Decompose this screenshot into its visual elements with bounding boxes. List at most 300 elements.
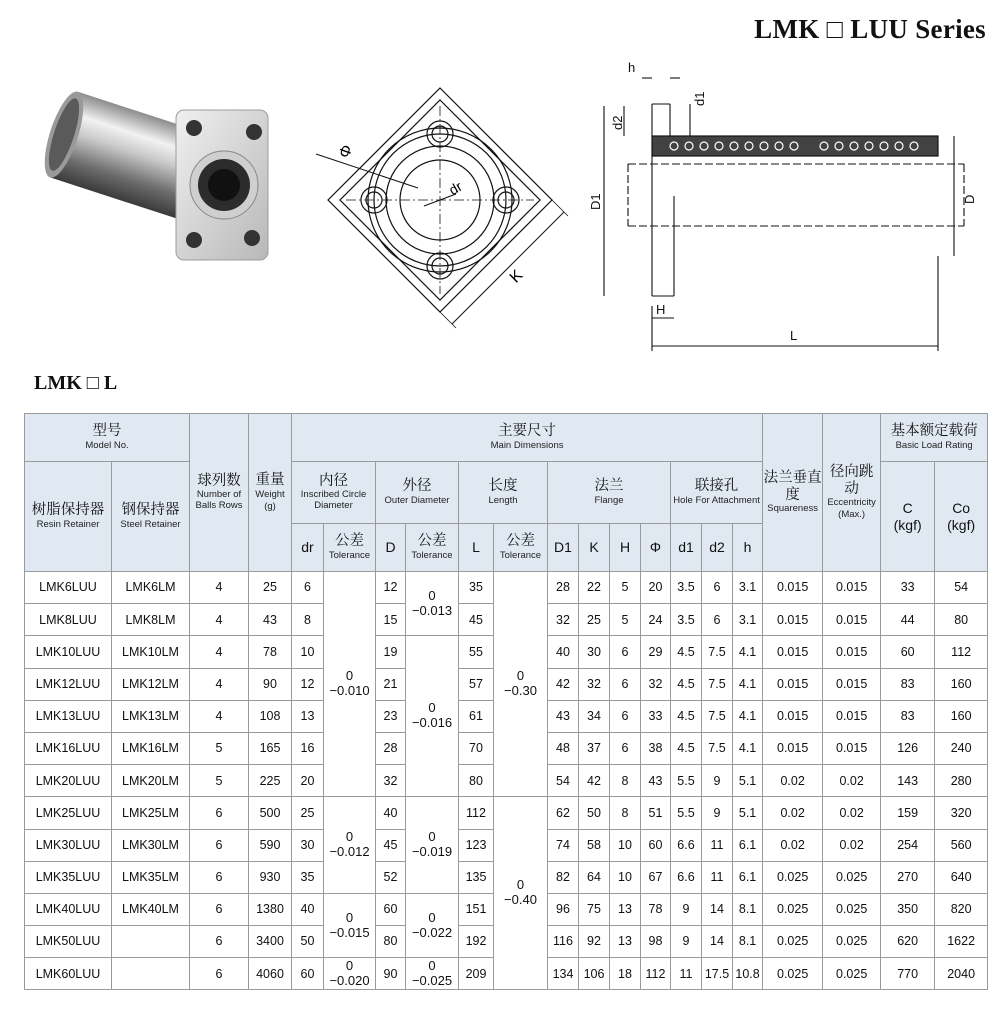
cell-L: 151 (459, 893, 494, 925)
cell-squareness: 0.02 (763, 829, 823, 861)
header-resin-retainer: 树脂保持器 Resin Retainer (25, 462, 112, 572)
cell-ball-rows: 6 (190, 958, 249, 990)
cell-D: 19 (376, 636, 406, 668)
inner-tolerance-lower: −0.020 (329, 972, 370, 988)
cell-K: 92 (579, 926, 610, 958)
header-K: K (579, 524, 610, 572)
inner-tolerance (324, 572, 376, 797)
front-view-drawing (306, 66, 574, 356)
header-steel-retainer: 钢保持器 Steel Retainer (112, 462, 190, 572)
cell-dr: 30 (292, 829, 324, 861)
cell-K: 30 (579, 636, 610, 668)
cell-phi: 51 (641, 797, 671, 829)
cell-L: 57 (459, 668, 494, 700)
cell-dr: 16 (292, 732, 324, 764)
cell-D: 40 (376, 797, 406, 829)
inner-tolerance-lower: −0.010 (329, 683, 370, 699)
cell-K: 50 (579, 797, 610, 829)
cell-h: 6.1 (733, 861, 763, 893)
cell-eccentricity: 0.02 (823, 797, 881, 829)
cell-resin-model: LMK25LUU (25, 797, 112, 829)
cell-D1: 40 (548, 636, 579, 668)
cell-d1: 4.5 (671, 732, 702, 764)
d2-label: d2 (610, 115, 625, 130)
cell-weight: 1380 (249, 893, 292, 925)
cell-C: 350 (881, 893, 935, 925)
cell-d1: 5.5 (671, 765, 702, 797)
cell-K: 37 (579, 732, 610, 764)
cell-L: 123 (459, 829, 494, 861)
cell-K: 58 (579, 829, 610, 861)
cell-steel-model: LMK35LM (112, 861, 190, 893)
cell-weight: 43 (249, 604, 292, 636)
inner-tolerance-upper: 0 (345, 957, 354, 973)
header-eccentricity: 径向跳动 Eccentricity (Max.) (823, 414, 881, 572)
cell-steel-model: LMK30LM (112, 829, 190, 861)
cell-d2: 7.5 (702, 636, 733, 668)
cell-Co: 80 (935, 604, 988, 636)
cell-D1: 134 (548, 958, 579, 990)
product-photo (36, 70, 282, 280)
cell-D1: 74 (548, 829, 579, 861)
cell-ball-rows: 4 (190, 700, 249, 732)
cell-phi: 20 (641, 572, 671, 604)
cell-steel-model (112, 926, 190, 958)
cell-dr: 8 (292, 604, 324, 636)
cell-D1: 42 (548, 668, 579, 700)
cell-D1: 116 (548, 926, 579, 958)
header-weight: 重量 Weight (g) (249, 414, 292, 572)
header-d1: d1 (671, 524, 702, 572)
cell-h: 4.1 (733, 668, 763, 700)
cell-ball-rows: 6 (190, 861, 249, 893)
outer-tolerance-upper: 0 (428, 957, 436, 973)
outer-tolerance-upper: 0 (428, 700, 436, 716)
cell-D: 52 (376, 861, 406, 893)
cell-ball-rows: 6 (190, 893, 249, 925)
inner-tolerance-upper: 0 (345, 909, 354, 925)
cell-D1: 54 (548, 765, 579, 797)
table-row (25, 797, 988, 829)
cell-ball-rows: 6 (190, 797, 249, 829)
cell-D: 90 (376, 958, 406, 990)
cell-squareness: 0.025 (763, 893, 823, 925)
cell-K: 32 (579, 668, 610, 700)
cell-resin-model: LMK50LUU (25, 926, 112, 958)
header-balls: 球列数 Number of Balls Rows (190, 414, 249, 572)
header-inner-diameter: 内径 Inscribed Circle Diameter (292, 462, 376, 524)
cell-ball-rows: 5 (190, 732, 249, 764)
cell-phi: 67 (641, 861, 671, 893)
cell-eccentricity: 0.015 (823, 572, 881, 604)
cell-steel-model: LMK25LM (112, 797, 190, 829)
cell-C: 60 (881, 636, 935, 668)
cell-phi: 98 (641, 926, 671, 958)
cell-D: 80 (376, 926, 406, 958)
cell-steel-model: LMK20LM (112, 765, 190, 797)
header-load-rating: 基本额定载荷 Basic Load Rating (881, 414, 988, 462)
table-row (25, 572, 988, 604)
cell-D1: 28 (548, 572, 579, 604)
header-model: 型号 Model No. (25, 414, 190, 462)
cell-C: 143 (881, 765, 935, 797)
header-H: H (610, 524, 641, 572)
cell-d1: 4.5 (671, 668, 702, 700)
dr-label: dr (446, 177, 465, 199)
cell-eccentricity: 0.025 (823, 861, 881, 893)
cell-eccentricity: 0.025 (823, 893, 881, 925)
cell-h: 3.1 (733, 572, 763, 604)
inner-tolerance-lower: −0.015 (329, 924, 370, 940)
cell-d1: 4.5 (671, 700, 702, 732)
cell-H: 18 (610, 958, 641, 990)
cell-L: 35 (459, 572, 494, 604)
cell-weight: 25 (249, 572, 292, 604)
cell-D1: 32 (548, 604, 579, 636)
cell-resin-model: LMK8LUU (25, 604, 112, 636)
cell-steel-model: LMK12LM (112, 668, 190, 700)
cell-resin-model: LMK10LUU (25, 636, 112, 668)
header-squareness: 法兰垂直度 Squareness (763, 414, 823, 572)
cell-H: 8 (610, 797, 641, 829)
cell-squareness: 0.02 (763, 765, 823, 797)
cell-dr: 50 (292, 926, 324, 958)
header-outer-diameter: 外径 Outer Diameter (376, 462, 459, 524)
cell-phi: 112 (641, 958, 671, 990)
cell-C: 620 (881, 926, 935, 958)
cell-K: 22 (579, 572, 610, 604)
spec-table-body (25, 572, 988, 990)
cell-dr: 20 (292, 765, 324, 797)
header-dr: dr (292, 524, 324, 572)
cell-ball-rows: 4 (190, 604, 249, 636)
cell-weight: 108 (249, 700, 292, 732)
cell-D: 12 (376, 572, 406, 604)
cell-H: 6 (610, 668, 641, 700)
cell-h: 4.1 (733, 700, 763, 732)
cell-dr: 6 (292, 572, 324, 604)
cell-weight: 90 (249, 668, 292, 700)
cell-steel-model: LMK13LM (112, 700, 190, 732)
cell-phi: 38 (641, 732, 671, 764)
cell-squareness: 0.02 (763, 797, 823, 829)
cell-D1: 43 (548, 700, 579, 732)
cell-C: 159 (881, 797, 935, 829)
cell-squareness: 0.025 (763, 861, 823, 893)
cell-C: 33 (881, 572, 935, 604)
cell-weight: 4060 (249, 958, 292, 990)
cell-d2: 7.5 (702, 732, 733, 764)
cell-L: 80 (459, 765, 494, 797)
cell-d1: 9 (671, 926, 702, 958)
cell-steel-model: LMK8LM (112, 604, 190, 636)
cell-H: 13 (610, 926, 641, 958)
phi-label: Φ (336, 142, 357, 161)
D1-label: D1 (588, 193, 603, 210)
cell-d2: 11 (702, 861, 733, 893)
cell-d1: 3.5 (671, 604, 702, 636)
series-title: LMK □ LUU Series (754, 14, 986, 44)
cell-Co: 54 (935, 572, 988, 604)
length-tolerance-upper: 0 (516, 877, 525, 893)
cell-d1: 4.5 (671, 636, 702, 668)
cell-L: 209 (459, 958, 494, 990)
cell-squareness: 0.025 (763, 958, 823, 990)
spec-table (24, 413, 988, 990)
h-small-label: h (628, 60, 636, 75)
cell-Co: 160 (935, 668, 988, 700)
cell-phi: 43 (641, 765, 671, 797)
header-attachment-hole: 联接孔 Hole For Attachment (671, 462, 763, 524)
cell-H: 10 (610, 829, 641, 861)
length-tolerance-upper: 0 (516, 668, 525, 684)
cell-dr: 35 (292, 861, 324, 893)
outer-tolerance-lower: −0.016 (411, 715, 453, 731)
header-d2: d2 (702, 524, 733, 572)
cell-squareness: 0.025 (763, 926, 823, 958)
cell-steel-model: LMK16LM (112, 732, 190, 764)
cell-weight: 78 (249, 636, 292, 668)
cell-eccentricity: 0.015 (823, 700, 881, 732)
cell-eccentricity: 0.025 (823, 926, 881, 958)
header-length: 长度 Length (459, 462, 548, 524)
header-D1: D1 (548, 524, 579, 572)
cell-weight: 500 (249, 797, 292, 829)
cell-eccentricity: 0.015 (823, 604, 881, 636)
inner-tolerance-lower: −0.012 (329, 844, 370, 860)
outer-tolerance (406, 893, 459, 957)
cell-h: 5.1 (733, 797, 763, 829)
cell-h: 4.1 (733, 636, 763, 668)
cell-D1: 62 (548, 797, 579, 829)
length-tolerance-lower: −0.40 (504, 892, 537, 908)
inner-tolerance (324, 893, 376, 957)
header-h: h (733, 524, 763, 572)
cell-D1: 82 (548, 861, 579, 893)
length-tolerance-lower: −0.30 (504, 683, 537, 699)
cell-resin-model: LMK40LUU (25, 893, 112, 925)
cell-d2: 14 (702, 926, 733, 958)
cell-K: 42 (579, 765, 610, 797)
cell-d1: 6.6 (671, 829, 702, 861)
cell-h: 3.1 (733, 604, 763, 636)
cell-weight: 3400 (249, 926, 292, 958)
cell-eccentricity: 0.025 (823, 958, 881, 990)
cell-phi: 29 (641, 636, 671, 668)
cell-d2: 9 (702, 797, 733, 829)
cell-resin-model: LMK13LUU (25, 700, 112, 732)
cell-phi: 60 (641, 829, 671, 861)
cell-D: 28 (376, 732, 406, 764)
cell-weight: 165 (249, 732, 292, 764)
cell-h: 10.8 (733, 958, 763, 990)
cell-D1: 96 (548, 893, 579, 925)
cell-H: 6 (610, 732, 641, 764)
cell-resin-model: LMK16LUU (25, 732, 112, 764)
cell-resin-model: LMK60LUU (25, 958, 112, 990)
cell-D: 32 (376, 765, 406, 797)
section-view-drawing (584, 56, 984, 356)
cell-Co: 820 (935, 893, 988, 925)
cell-dr: 13 (292, 700, 324, 732)
cell-Co: 240 (935, 732, 988, 764)
cell-H: 13 (610, 893, 641, 925)
cell-phi: 33 (641, 700, 671, 732)
cell-h: 5.1 (733, 765, 763, 797)
cell-steel-model: LMK10LM (112, 636, 190, 668)
cell-eccentricity: 0.02 (823, 829, 881, 861)
inner-tolerance-upper: 0 (345, 668, 354, 684)
cell-d2: 9 (702, 765, 733, 797)
d1-small-label: d1 (692, 91, 707, 106)
cell-d1: 3.5 (671, 572, 702, 604)
cell-d1: 11 (671, 958, 702, 990)
cell-d1: 9 (671, 893, 702, 925)
H-label: H (656, 302, 666, 317)
cell-C: 126 (881, 732, 935, 764)
cell-h: 8.1 (733, 926, 763, 958)
cell-squareness: 0.015 (763, 700, 823, 732)
cell-d2: 6 (702, 572, 733, 604)
cell-steel-model: LMK6LM (112, 572, 190, 604)
cell-dr: 25 (292, 797, 324, 829)
cell-Co: 280 (935, 765, 988, 797)
cell-resin-model: LMK12LUU (25, 668, 112, 700)
cell-ball-rows: 4 (190, 572, 249, 604)
cell-C: 770 (881, 958, 935, 990)
cell-K: 25 (579, 604, 610, 636)
cell-ball-rows: 4 (190, 636, 249, 668)
cell-steel-model: LMK40LM (112, 893, 190, 925)
cell-resin-model: LMK35LUU (25, 861, 112, 893)
outer-tolerance (406, 572, 459, 636)
cell-resin-model: LMK20LUU (25, 765, 112, 797)
cell-resin-model: LMK30LUU (25, 829, 112, 861)
cell-K: 75 (579, 893, 610, 925)
k-label: K (506, 266, 527, 287)
cell-L: 61 (459, 700, 494, 732)
cell-L: 55 (459, 636, 494, 668)
cell-squareness: 0.015 (763, 732, 823, 764)
cell-Co: 160 (935, 700, 988, 732)
cell-squareness: 0.015 (763, 604, 823, 636)
cell-L: 135 (459, 861, 494, 893)
cell-L: 45 (459, 604, 494, 636)
cell-Co: 1622 (935, 926, 988, 958)
cell-weight: 930 (249, 861, 292, 893)
cell-d2: 6 (702, 604, 733, 636)
cell-phi: 24 (641, 604, 671, 636)
cell-phi: 78 (641, 893, 671, 925)
header-phi: Φ (641, 524, 671, 572)
outer-tolerance-lower: −0.013 (411, 602, 453, 618)
cell-eccentricity: 0.015 (823, 636, 881, 668)
cell-L: 192 (459, 926, 494, 958)
cell-H: 5 (610, 604, 641, 636)
cell-C: 83 (881, 700, 935, 732)
cell-ball-rows: 4 (190, 668, 249, 700)
inner-tolerance (324, 958, 376, 990)
cell-ball-rows: 5 (190, 765, 249, 797)
cell-Co: 2040 (935, 958, 988, 990)
cell-dr: 12 (292, 668, 324, 700)
cell-weight: 590 (249, 829, 292, 861)
outer-tolerance-lower: −0.022 (411, 924, 453, 940)
cell-h: 4.1 (733, 732, 763, 764)
cell-H: 6 (610, 636, 641, 668)
cell-squareness: 0.015 (763, 636, 823, 668)
cell-D: 23 (376, 700, 406, 732)
header-Co: Co (kgf) (935, 462, 988, 572)
cell-D: 21 (376, 668, 406, 700)
cell-Co: 640 (935, 861, 988, 893)
cell-d2: 7.5 (702, 668, 733, 700)
length-tolerance (494, 572, 548, 797)
cell-H: 8 (610, 765, 641, 797)
outer-tolerance (406, 958, 459, 990)
outer-tolerance-lower: −0.025 (411, 972, 453, 988)
outer-tolerance (406, 797, 459, 894)
cell-C: 254 (881, 829, 935, 861)
outer-tolerance-upper: 0 (428, 909, 436, 925)
inner-tolerance-upper: 0 (345, 829, 354, 845)
cell-D: 60 (376, 893, 406, 925)
outer-tolerance-lower: −0.019 (411, 844, 453, 860)
D-label: D (962, 194, 977, 204)
cell-L: 70 (459, 732, 494, 764)
cell-Co: 112 (935, 636, 988, 668)
cell-Co: 320 (935, 797, 988, 829)
header-inner-tolerance: 公差 Tolerance (324, 524, 376, 572)
cell-ball-rows: 6 (190, 829, 249, 861)
cell-ball-rows: 6 (190, 926, 249, 958)
cell-d2: 11 (702, 829, 733, 861)
cell-D1: 48 (548, 732, 579, 764)
cell-L: 112 (459, 797, 494, 829)
cell-C: 44 (881, 604, 935, 636)
inner-tolerance (324, 797, 376, 894)
header-main-dimensions: 主要尺寸 Main Dimensions (292, 414, 763, 462)
length-tolerance (494, 797, 548, 990)
cell-squareness: 0.015 (763, 572, 823, 604)
cell-phi: 32 (641, 668, 671, 700)
cell-dr: 10 (292, 636, 324, 668)
cell-h: 8.1 (733, 893, 763, 925)
cell-H: 5 (610, 572, 641, 604)
cell-C: 270 (881, 861, 935, 893)
cell-K: 106 (579, 958, 610, 990)
cell-squareness: 0.015 (763, 668, 823, 700)
cell-K: 64 (579, 861, 610, 893)
cell-H: 10 (610, 861, 641, 893)
cell-D: 45 (376, 829, 406, 861)
cell-resin-model: LMK6LUU (25, 572, 112, 604)
cell-h: 6.1 (733, 829, 763, 861)
header-outer-tolerance: 公差 Tolerance (406, 524, 459, 572)
cell-dr: 60 (292, 958, 324, 990)
cell-d1: 5.5 (671, 797, 702, 829)
L-label: L (790, 328, 798, 343)
outer-tolerance (406, 636, 459, 797)
outer-tolerance-upper: 0 (428, 587, 436, 603)
cell-d2: 17.5 (702, 958, 733, 990)
cell-Co: 560 (935, 829, 988, 861)
cell-dr: 40 (292, 893, 324, 925)
header-L: L (459, 524, 494, 572)
header-flange: 法兰 Flange (548, 462, 671, 524)
cell-d1: 6.6 (671, 861, 702, 893)
cell-H: 6 (610, 700, 641, 732)
